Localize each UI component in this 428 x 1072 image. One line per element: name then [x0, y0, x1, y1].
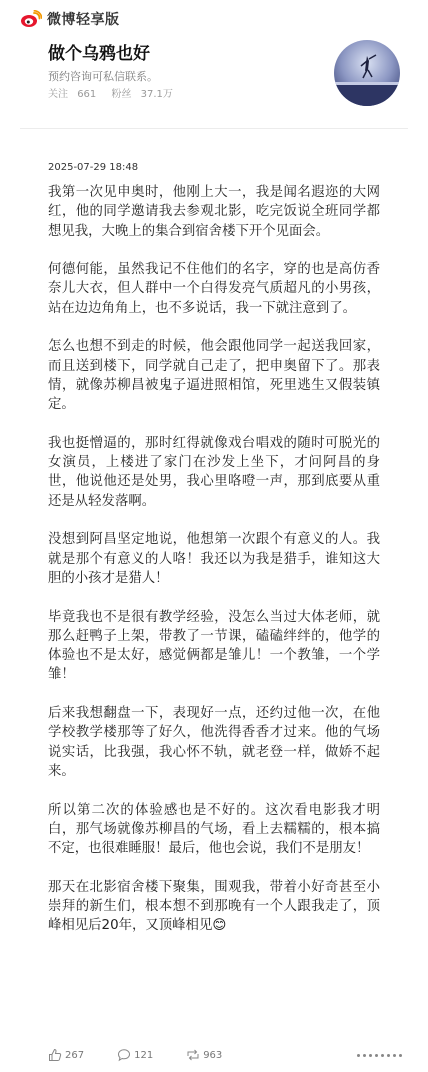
- comment-button[interactable]: [117, 1048, 153, 1062]
- more-dot: [399, 1054, 402, 1057]
- comment-count: 121: [134, 1049, 154, 1061]
- fans-stat[interactable]: [111, 89, 178, 100]
- fans-count: 37.1万: [140, 89, 173, 100]
- more-dot: [381, 1054, 384, 1057]
- like-icon: [48, 1048, 62, 1062]
- username[interactable]: 做个乌鸦也好: [48, 44, 150, 64]
- app-title: 微博轻享版: [47, 12, 120, 28]
- repost-count: 963: [203, 1049, 223, 1061]
- like-count: 267: [65, 1049, 85, 1061]
- repost-button[interactable]: [186, 1048, 222, 1062]
- post-paragraph: 我第一次见申奥时，他刚上大一，我是闻名遐迩的大网红，他的同学邀请我去参观北影，吃完饭说全班同学都想见我，大晚上的集合到宿舍楼下开个见面会。: [48, 185, 380, 239]
- post-paragraph: 所以第二次的体验感也是不好的。这次看电影我才明白，那气场就像苏柳昌的气场，看上去糯糯的，根本搞不定，也很难睡服！最后，他也会说，我们不是朋友！: [48, 802, 380, 857]
- more-options-icon[interactable]: [357, 1046, 402, 1064]
- post-paragraph: 那天在北影宿舍楼下聚集，围观我，带着小好奇甚至小崇拜的新生们，根本想不到那晚有一个人跟我走了，顶峰相见后20年，又顶峰相见😊: [48, 879, 380, 934]
- more-dot: [375, 1054, 378, 1057]
- more-dot: [387, 1054, 390, 1057]
- more-dot: [393, 1054, 396, 1057]
- more-dot: [357, 1054, 360, 1057]
- avatar-image: [334, 40, 400, 106]
- post-actions: [48, 1046, 255, 1064]
- divider: [20, 128, 408, 129]
- repost-icon: [186, 1048, 200, 1062]
- weibo-logo-icon: [20, 10, 42, 28]
- more-dot: [369, 1054, 372, 1057]
- post-paragraph: 后来我想翻盘一下，表现好一点，还约过他一次，在他学校教学楼那等了好久，他洗得香香才过来。他的气场说实话，比我强，我心怀不轨，就老登一样，做娇不起来。: [48, 706, 380, 779]
- follow-count: 661: [77, 89, 97, 100]
- profile-bio: 预约咨询可私信联系。: [48, 70, 158, 83]
- avatar[interactable]: [334, 40, 400, 106]
- post-paragraph: 我也挺憎逼的，那时红得就像戏台唱戏的随时可脱光的女演员，上楼进了家门在沙发上坐下，才问阿昌的身世，他说他还是处男，我心里咯噔一声，那到底要从重还是从轻发落啊。: [48, 435, 380, 509]
- post-content: [48, 183, 380, 955]
- like-button[interactable]: [48, 1048, 84, 1062]
- follow-stat[interactable]: [48, 89, 102, 100]
- post-paragraph: 没想到阿昌坚定地说，他想第一次跟个有意义的人。我就是那个有意义的人咯！我还以为我是猎手，谁知这大胆的小孩才是猎人！: [48, 532, 380, 586]
- fans-label: 粉丝: [111, 89, 132, 100]
- post-paragraph: 何德何能，虽然我记不住他们的名字，穿的也是高仿香奈儿大衣，但人群中一个白得发亮气质超凡的小男孩，站在边边角角上，也不多说话，我一下就注意到了。: [48, 262, 380, 316]
- post-timestamp: 2025-07-29 18:48: [48, 162, 139, 173]
- post-paragraph: 怎么也想不到走的时候，他会跟他同学一起送我回家，而且送到楼下，同学就自己走了，把申奥留下了。那表情，就像苏柳昌被鬼子逼进照相馆，死里逃生又假装镇定。: [48, 339, 380, 413]
- app-header: [20, 8, 120, 30]
- follow-label: 关注: [48, 89, 68, 100]
- more-dot: [363, 1054, 366, 1057]
- profile-header: [48, 42, 408, 122]
- post-paragraph: 毕竟我也不是很有教学经验，没怎么当过大体老师，就那么赶鸭子上架，带教了一节课，磕磕绊绊的，他学的体验也不是太好，感觉俩都是雏儿！一个教雏，一个学雏！: [48, 609, 380, 683]
- comment-icon: [117, 1048, 131, 1062]
